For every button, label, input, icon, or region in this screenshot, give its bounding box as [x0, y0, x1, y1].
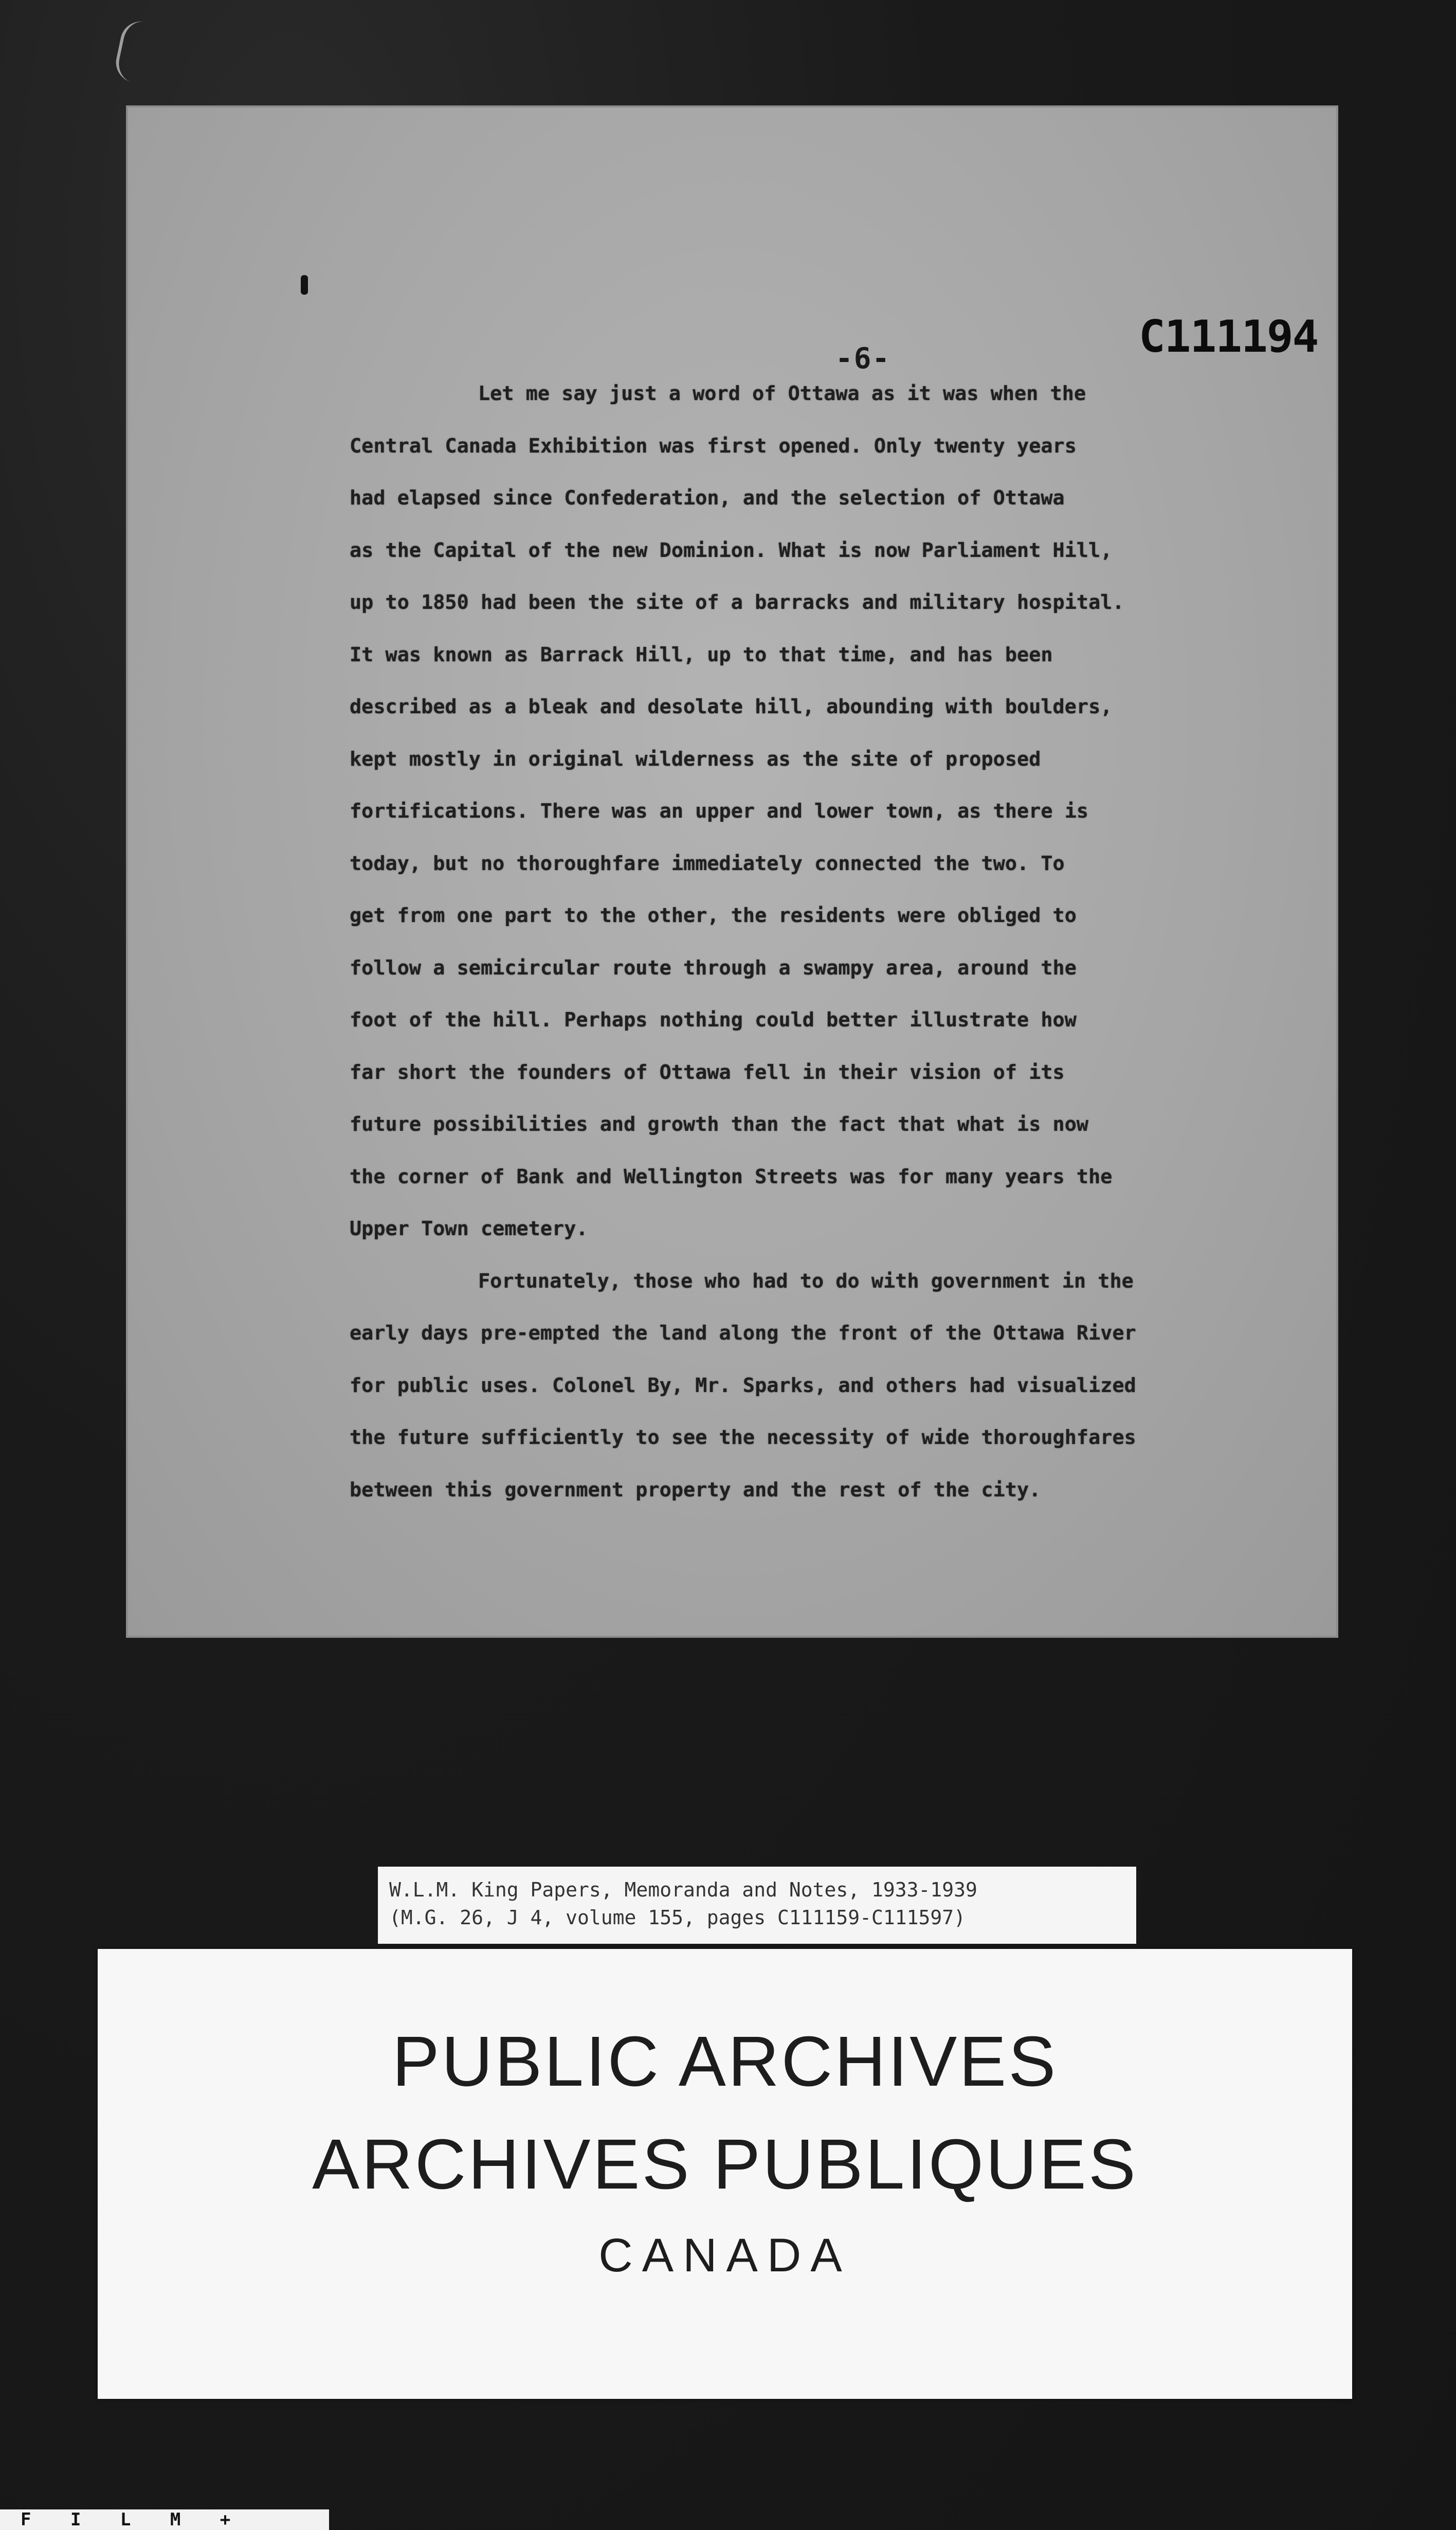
text-line: fortifications. There was an upper and lower town, as there is	[350, 800, 1089, 823]
text-line: between this government property and the rest of the city.	[350, 1478, 1041, 1502]
archives-title-french: ARCHIVES PUBLIQUES	[312, 2125, 1138, 2204]
text-line: up to 1850 had been the site of a barracks and military hospital.	[350, 591, 1124, 614]
text-line: described as a bleak and desolate hill, abounding with boulders,	[350, 695, 1113, 718]
text-line: early days pre-empted the land along the front of the Ottawa River	[350, 1322, 1136, 1345]
text-line: get from one part to the other, the residents were obliged to	[350, 904, 1077, 927]
collection-caption	[378, 1867, 1136, 1944]
archives-title-english: PUBLIC ARCHIVES	[392, 2022, 1058, 2101]
text-line: for public uses. Colonel By, Mr. Sparks, and others had visualized	[350, 1374, 1136, 1397]
reference-stamp: C111194	[1139, 311, 1318, 363]
text-line: foot of the hill. Perhaps nothing could better illustrate how	[350, 1008, 1077, 1032]
text-line: the corner of Bank and Wellington Streets was for many years the	[350, 1165, 1113, 1188]
film-edge-label: F I L M +	[0, 2509, 329, 2530]
text-line: today, but no thoroughfare immediately connected the two. To	[350, 852, 1065, 875]
text-line: Let me say just a word of Ottawa as it was when the	[478, 382, 1086, 405]
text-line: Central Canada Exhibition was first opened. Only twenty years	[350, 434, 1077, 458]
caption-line-2: (M.G. 26, J 4, volume 155, pages C111159-C111597)	[389, 1906, 966, 1929]
text-line: kept mostly in original wilderness as the site of proposed	[350, 747, 1041, 771]
text-line: future possibilities and growth than the fact that what is now	[350, 1113, 1089, 1136]
public-archives-card	[98, 1949, 1352, 2399]
document-body	[350, 368, 1224, 1516]
text-line: It was known as Barrack Hill, up to that time, and has been	[350, 643, 1053, 666]
text-line: as the Capital of the new Dominion. What is now Parliament Hill,	[350, 538, 1113, 562]
text-line: far short the founders of Ottawa fell in their vision of its	[350, 1060, 1065, 1084]
archives-country: CANADA	[598, 2229, 851, 2282]
text-line: follow a semicircular route through a swampy area, around the	[350, 956, 1077, 980]
page-number: -6-	[835, 342, 891, 375]
text-line: the future sufficiently to see the necessity of wide thoroughfares	[350, 1426, 1136, 1449]
punch-hole-mark	[301, 275, 308, 295]
caption-line-1: W.L.M. King Papers, Memoranda and Notes, 1933-1939	[389, 1878, 977, 1901]
text-line: had elapsed since Confederation, and the selection of Ottawa	[350, 486, 1065, 510]
text-line: Fortunately, those who had to do with government in the	[478, 1269, 1134, 1293]
text-line: Upper Town cemetery.	[350, 1217, 588, 1240]
